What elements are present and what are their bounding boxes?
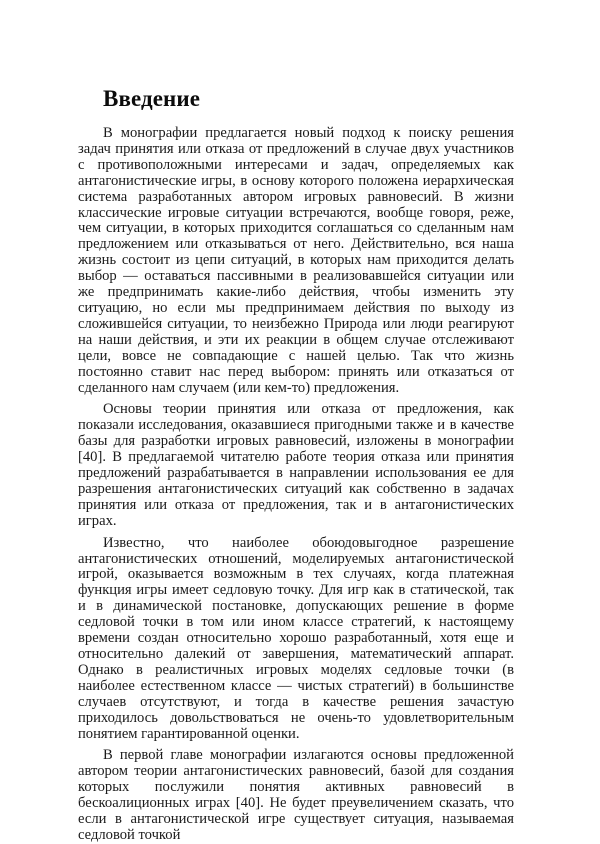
paragraph-3: Известно, что наиболее обоюдовыгодное разрешение антагонистических отношений, моделируемых антагонистической игрой, оказывается возможным в тех случаях, когда платежная функция игры имеет седловую точку. Для игр как в статической, так и в динамической постановке, допускающих решение в форме седловой точки в том или ином классе стратегий, к настоящему времени создан относительно хорошо разработанный, хотя еще и относительно далекий от завершения, математический аппарат. Однако в реалистичных игровых моделях седловые точки (в наиболее естественном классе — чистых стратегий) в большинстве случаев отсутствуют, и тогда в качестве решения зачастую приходилось довольствоваться не очень-то удовлетворительным понятием гарантированной оценки. (78, 534, 514, 742)
section-heading: Введение (103, 86, 201, 111)
paragraph-4: В первой главе монографии излагаются основы предложенной автором теории антагонистических равновесий, базой для создания которых послужили понятия активных равновесий в бескоалиционных играх [40]. Не будет преувеличением сказать, что если в антагонистической игре существует ситуация, называемая седловой точкой (78, 747, 514, 843)
paragraph-1: В монографии предлагается новый подход к поиску решения задач принятия или отказа от предложений в случае двух участников с противоположными интересами и задач, определяемых как антагонистические игры, в основу которого положена иерархическая система разработанных автором игровых равновесий. В жизни классические игровые ситуации встречаются, вообще говоря, реже, чем ситуации, в которых приходится соглашаться со сделанным нам предложением или отказываться от него. Действительно, вся наша жизнь состоит из цепи ситуаций, в которых нам приходится делать выбор — оставаться пассивными в реализовавшейся ситуации или же предпринимать какие-либо действия, чтобы изменить эту ситуацию, но если мы предпринимаем действия по выходу из сложившейся ситуации, то неизбежно Природа или люди реагируют на наши действия, и эти их реакции в общем случае отслеживают цели, вовсе не совпадающие с нашей целью. Так что жизнь постоянно ставит нас перед выбором: принять или отказаться от сделанного нам случаем (или кем-то) предложения. (78, 125, 514, 396)
paragraph-2: Основы теории принятия или отказа от предложения, как показали исследования, оказавшиеся пригодными также и в качестве базы для разработки игровых равновесий, изложены в монографии [40]. В предлагаемой читателю работе теория отказа или принятия предложений разрабатывается в направлении использования ее для разрешения антагонистических ситуаций как собственно в задачах принятия или отказа от предложения, так и в антагонистических играх. (78, 401, 514, 529)
body-text (78, 126, 514, 844)
